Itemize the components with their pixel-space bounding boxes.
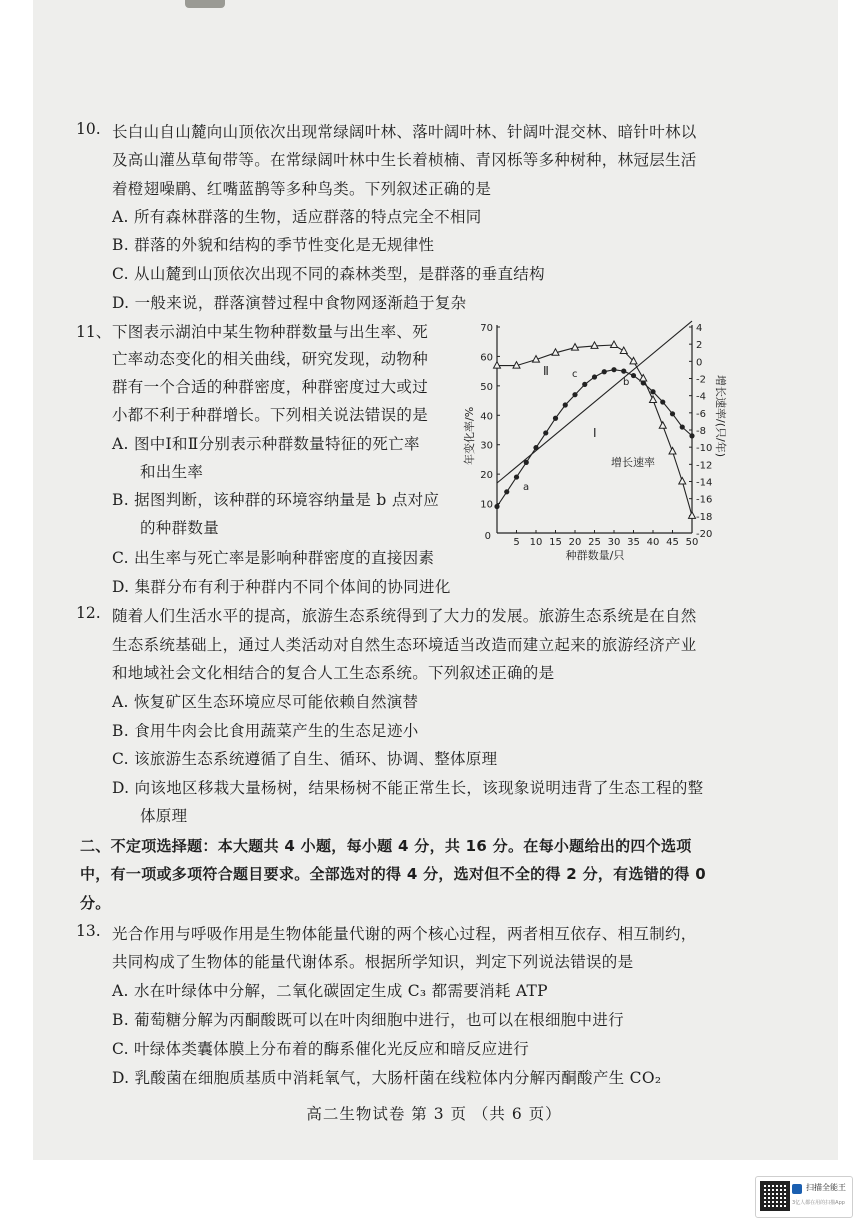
y-left-tick-label: 50 (480, 381, 493, 393)
q13-stem-line-2: 共同构成了生物体的能量代谢体系。根据所学知识，判定下列说法错误的是 (112, 953, 634, 971)
section2-heading-line-1: 二、不定项选择题：本大题共 4 小题，每小题 4 分，共 16 分。在每小题给出的四个选项 (80, 837, 692, 855)
q13-option-b: B. 葡萄糖分解为丙酮酸既可以在叶肉细胞中进行，也可以在根细胞中进行 (112, 1011, 624, 1029)
q12-option-b: B. 食用牛肉会比食用蔬菜产生的生态足迹小 (112, 722, 419, 740)
q11-option-b: B. 据图判断，该种群的环境容纳量是 b 点对应 (112, 491, 440, 509)
section2-heading-line-2: 中，有一项或多项符合题目要求。全部选对的得 4 分，选对但不全的得 2 分，有选错的得 0 (80, 865, 706, 883)
series-point-triangle (689, 512, 696, 519)
y-right-axis-title: 增长速率/(只/年) (714, 375, 727, 457)
q11-option-a-cont: 和出生率 (140, 463, 204, 481)
q12-stem-line-2: 生态系统基础上，通过人类活动对自然生态环境适当改造而建立起来的旅游经济产业 (112, 636, 697, 654)
series-point-triangle (494, 362, 501, 369)
label-curve-II: Ⅱ (543, 364, 549, 378)
page-footer: 高二生物试卷 第 3 页 （共 6 页） (306, 1105, 562, 1123)
label-growth-rate: 增长速率 (611, 456, 655, 469)
q13-number: 13. (76, 922, 101, 940)
series-point-circle (514, 474, 519, 479)
q12-stem-line-1: 随着人们生活水平的提高，旅游生态系统得到了大力的发展。旅游生态系统是在自然 (112, 607, 697, 625)
x-tick-label: 40 (646, 537, 660, 548)
q11-option-b-cont: 的种群数量 (140, 519, 220, 537)
q11-option-c: C. 出生率与死亡率是影响种群密度的直接因素 (112, 549, 435, 567)
y-left-axis-title: 年变化率/% (463, 406, 476, 465)
series-point-circle (650, 389, 655, 394)
q10-option-c: C. 从山麓到山顶依次出现不同的森林类型，是群落的垂直结构 (112, 265, 545, 283)
series-point-circle (494, 504, 499, 509)
x-tick-label: 20 (568, 537, 582, 548)
x-axis-title: 种群数量/只 (565, 549, 625, 562)
section2-heading-line-3: 分。 (80, 894, 111, 912)
series-point-circle (611, 367, 616, 372)
scanner-app-slogan: 3亿人都在用的扫描App (792, 1200, 845, 1206)
y-right-tick-label: -8 (696, 426, 706, 437)
series-point-circle (563, 402, 568, 407)
y-right-tick-label: 0 (696, 357, 703, 369)
population-chart (455, 315, 725, 565)
series-point-triangle (669, 447, 676, 454)
q10-option-b: B. 群落的外貌和结构的季节性变化是无规律性 (112, 236, 435, 254)
y-left-tick-label: 40 (480, 411, 493, 423)
q12-option-d-cont: 体原理 (140, 807, 188, 825)
series-point-circle (533, 445, 538, 450)
q10-stem-line-2: 及高山灌丛草甸带等。在常绿阔叶林中生长着桢楠、青冈栎等多种树种，林冠层生活 (112, 151, 697, 169)
y-left-tick-label: 20 (480, 470, 493, 482)
scanner-app-name: 扫描全能王 (806, 1183, 846, 1192)
y-right-tick-label: -12 (696, 460, 713, 472)
y-right-tick-label: -4 (696, 391, 706, 403)
q12-option-c: C. 该旅游生态系统遵循了自生、循环、协调、整体原理 (112, 750, 498, 768)
y-right-tick-label: -10 (696, 443, 713, 455)
series-point-triangle (679, 478, 686, 485)
q12-option-d: D. 向该地区移栽大量杨树，结果杨树不能正常生长，该现象说明违背了生态工程的整 (112, 779, 704, 797)
binder-clip (185, 0, 225, 8)
q13-option-a: A. 水在叶绿体中分解，二氧化碳固定生成 C₃ 都需要消耗 ATP (112, 982, 548, 1000)
q10-number: 10. (76, 120, 101, 138)
q10-option-d: D. 一般来说，群落演替过程中食物网逐渐趋于复杂 (112, 294, 467, 312)
series-point-triangle (611, 341, 618, 348)
series-point-circle (670, 411, 675, 416)
q13-option-d: D. 乳酸菌在细胞质基质中消耗氧气，大肠杆菌在线粒体内分解丙酮酸产生 CO₂ (112, 1069, 662, 1087)
x-tick-label: 10 (529, 537, 543, 548)
y-right-tick-label: -2 (696, 374, 706, 386)
series-point-circle (689, 433, 694, 438)
q10-option-a: A. 所有森林群落的生物，适应群落的特点完全不相同 (112, 208, 482, 226)
series-point-circle (524, 460, 529, 465)
series-point-triangle (591, 342, 598, 349)
series-point-triangle (640, 375, 647, 382)
y-left-tick-label: 30 (480, 440, 493, 452)
x-tick-label: 5 (513, 537, 520, 548)
q11-number: 11、 (76, 323, 112, 341)
series-point-circle (602, 369, 607, 374)
q11-stem-line-2: 亡率动态变化的相关曲线，研究发现，动物种 (112, 350, 429, 368)
label-point-b: b (623, 377, 630, 388)
series-point-circle (582, 382, 587, 387)
series-point-circle (680, 424, 685, 429)
series-point-circle (631, 373, 636, 378)
y-left-tick-label: 60 (480, 352, 493, 364)
label-point-a: a (523, 482, 530, 493)
q11-stem-line-1: 下图表示湖泊中某生物种群数量与出生率、死 (112, 323, 429, 341)
q13-stem-line-1: 光合作用与呼吸作用是生物体能量代谢的两个核心过程，两者相互依存、相互制约， (112, 925, 697, 943)
q11-option-a: A. 图中Ⅰ和Ⅱ分别表示种群数量特征的死亡率 (112, 435, 420, 453)
y-right-tick-label: -14 (696, 477, 713, 489)
q11-stem-line-4: 小都不利于种群增长。下列相关说法错误的是 (112, 406, 429, 424)
q11-option-d: D. 集群分布有利于种群内不同个体间的协同进化 (112, 578, 451, 596)
q13-option-c: C. 叶绿体类囊体膜上分布着的酶系催化光反应和暗反应进行 (112, 1040, 530, 1058)
label-curve-I: Ⅰ (593, 426, 597, 440)
y-left-tick-label: 70 (480, 323, 493, 334)
y-right-tick-label: -16 (696, 494, 713, 506)
series-point-triangle (620, 347, 627, 354)
x-tick-label: 25 (588, 537, 601, 548)
q12-number: 12. (76, 604, 101, 622)
x-tick-label: 15 (549, 537, 562, 548)
q10-stem-line-1: 长白山自山麓向山顶依次出现常绿阔叶林、落叶阔叶林、针阔叶混交林、暗针叶林以 (112, 123, 697, 141)
x-tick-label: 35 (627, 537, 640, 548)
x-tick-label: 45 (666, 537, 679, 548)
series-point-circle (621, 369, 626, 374)
q12-stem-line-3: 和地域社会文化相结合的复合人工生态系统。下列叙述正确的是 (112, 664, 555, 682)
series-point-circle (553, 416, 558, 421)
x-tick-label: 30 (607, 537, 621, 548)
x-origin-label: 0 (484, 531, 491, 542)
series-point-triangle (659, 422, 666, 429)
label-point-c: c (572, 369, 578, 380)
y-right-tick-label: -20 (696, 529, 713, 540)
y-right-tick-label: 2 (696, 340, 703, 352)
y-right-tick-label: -6 (696, 408, 706, 420)
y-right-tick-label: 4 (696, 323, 703, 334)
series-point-circle (504, 489, 509, 494)
y-right-tick-label: -18 (696, 511, 713, 523)
scanner-watermark (755, 1176, 853, 1218)
x-tick-label: 50 (685, 537, 699, 548)
series-point-triangle (650, 396, 657, 403)
series-point-circle (543, 430, 548, 435)
qr-code-icon (762, 1183, 788, 1209)
q11-stem-line-3: 群有一个合适的种群密度，种群密度过大或过 (112, 378, 429, 396)
q10-stem-line-3: 着橙翅噪鹛、红嘴蓝鹊等多种鸟类。下列叙述正确的是 (112, 180, 492, 198)
scanner-logo-icon (792, 1184, 802, 1194)
y-left-tick-label: 10 (480, 499, 493, 511)
series-point-circle (592, 374, 597, 379)
series-point-circle (660, 399, 665, 404)
series-point-circle (572, 392, 577, 397)
q12-option-a: A. 恢复矿区生态环境应尽可能依赖自然演替 (112, 693, 419, 711)
